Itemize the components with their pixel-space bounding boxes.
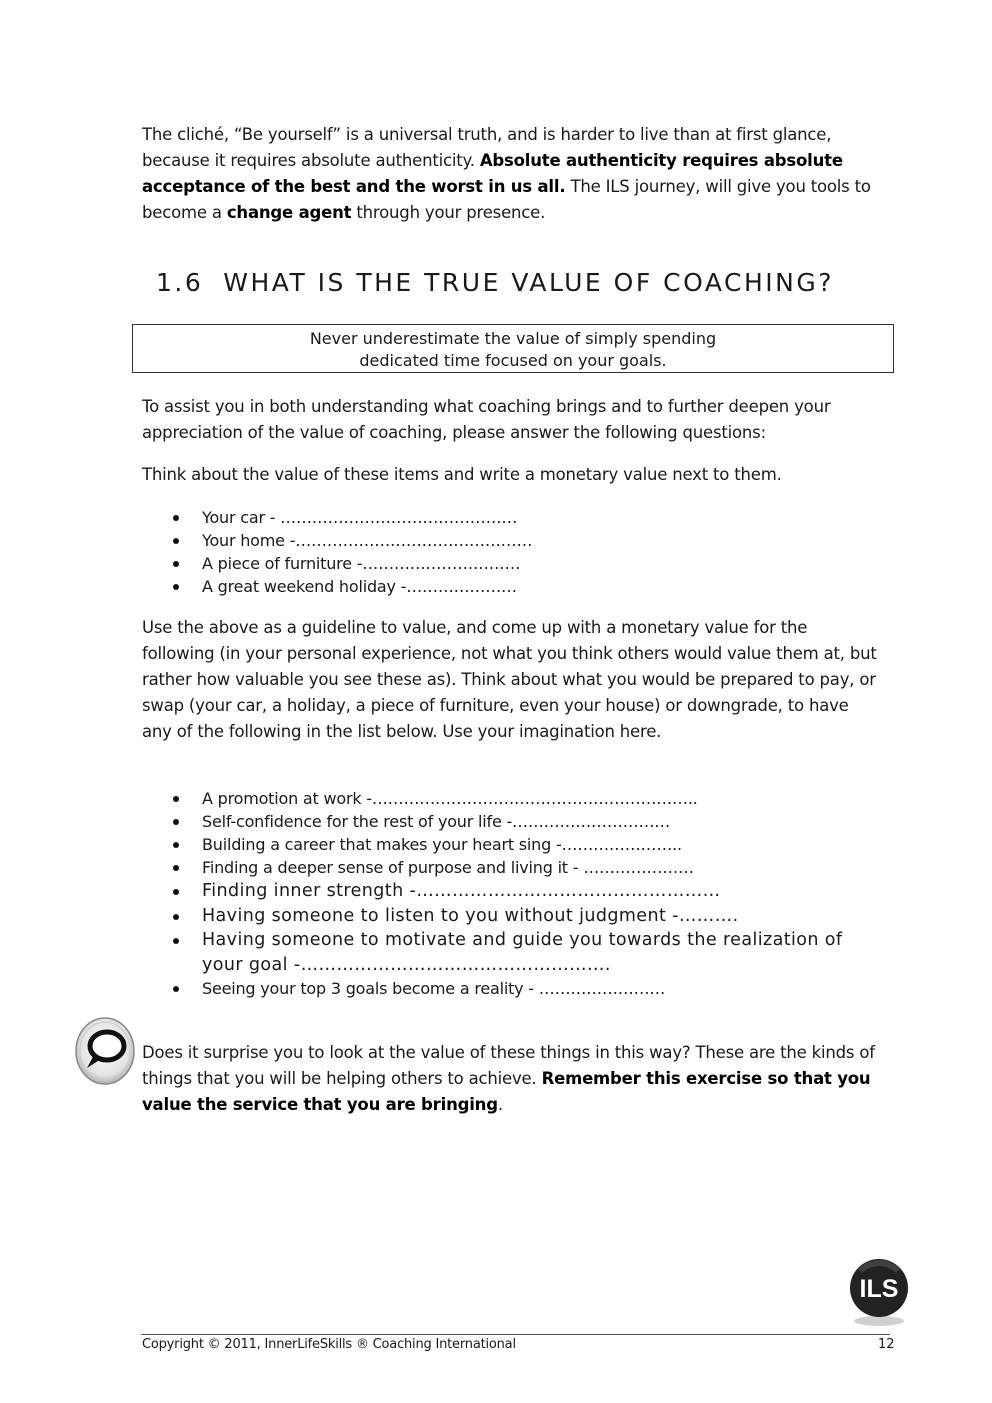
intro-bold-1: Absolute authenticity requires absolute acceptance of the best and the worst in us all. (142, 151, 843, 196)
list-item: Finding inner strength -…………………………………………… (172, 879, 872, 904)
ils-logo-text: ILS (859, 1275, 899, 1303)
list-item: Self-confidence for the rest of your life -………………………… (172, 810, 872, 833)
section-title: WHAT IS THE TRUE VALUE OF COACHING? (223, 268, 835, 297)
ils-logo (848, 1257, 910, 1329)
surprise-paragraph (142, 1040, 882, 1118)
quote-box (132, 324, 894, 373)
list-item: A promotion at work -…………………………………………………….. (172, 787, 872, 810)
footer-divider (141, 1334, 890, 1335)
list-item: Your car - ……………………………………… (172, 506, 872, 529)
intro-text-3: through your presence. (351, 203, 546, 222)
list-item: Building a career that makes your heart sing -………………….. (172, 833, 872, 856)
list-item: Finding a deeper sense of purpose and living it - ………………… (172, 856, 872, 879)
guideline-paragraph: Use the above as a guideline to value, and come up with a monetary value for the following (in your personal experience, not what you think others would value them at, but rather how valuable you see these as). Think about what you would be prepared to pay, or swap (your car, a holiday, a piece of furniture, even your house) or downgrade, to have any of the following in the list below. Use your imagination here. (142, 618, 877, 741)
list-item: Your home -……………………………………… (172, 529, 872, 552)
page-number: 12 (878, 1337, 895, 1352)
list-item: A great weekend holiday -………………… (172, 575, 872, 598)
items-list (172, 506, 872, 598)
surprise-bold: Remember this exercise so that you value the service that you are bringing (142, 1069, 871, 1114)
list-item: Having someone to listen to you without judgment -………. (172, 904, 872, 929)
surprise-text-1: Does it surprise you to look at the value of these things in this way? These are the kinds of things that you will be helping others to achieve. (142, 1043, 875, 1088)
intro-paragraph (142, 122, 882, 226)
quote-line-1: Never underestimate the value of simply spending (309, 329, 717, 348)
think-paragraph: Think about the value of these items and write a monetary value next to them. (142, 465, 782, 484)
list-item: Having someone to motivate and guide you towards the realization of your goal -……………………………………………. (172, 928, 872, 977)
list-item: A piece of furniture -………………………… (172, 552, 872, 575)
values-list (172, 787, 872, 1000)
intro-text-2: The ILS journey, will give you tools to become a (142, 177, 871, 222)
quote-line-2: dedicated time focused on your goals. (359, 351, 667, 370)
list-item: Seeing your top 3 goals become a reality - …………………… (172, 977, 872, 1000)
speech-bubble-icon (74, 1016, 136, 1086)
footer-copyright: Copyright © 2011, InnerLifeSkills ® Coaching International (142, 1337, 516, 1352)
intro-bold-2: change agent (226, 203, 352, 222)
assist-paragraph: To assist you in both understanding what coaching brings and to further deepen your appreciation of the value of coaching, please answer the following questions: (142, 397, 831, 442)
intro-text-1: The cliché, “Be yourself” is a universal truth, and is harder to live than at first glance, because it requires absolute authenticity. (142, 125, 832, 170)
section-number: 1.6 (156, 268, 204, 297)
surprise-text-2: . (497, 1095, 503, 1114)
section-heading (156, 268, 834, 297)
